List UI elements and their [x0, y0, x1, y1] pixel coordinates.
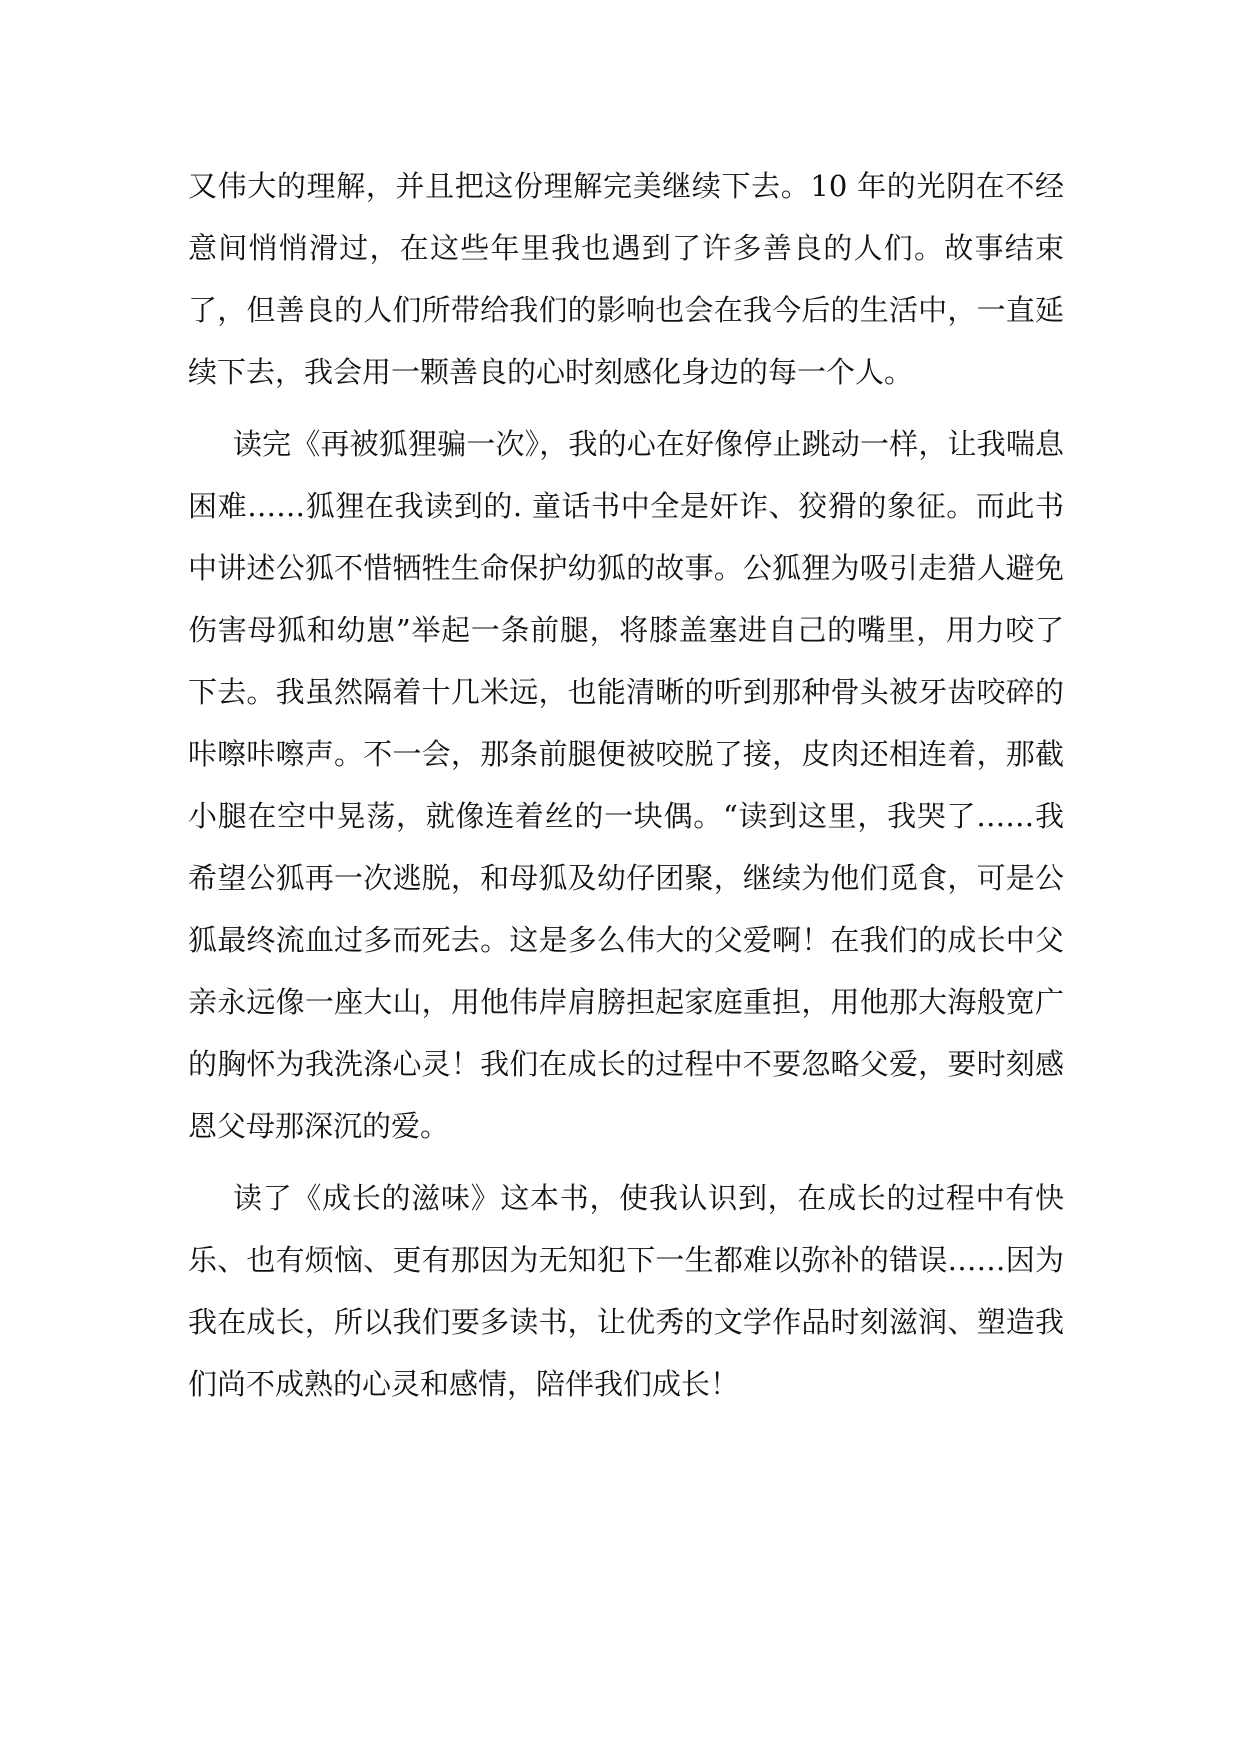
body-text — [188, 155, 1064, 1415]
paragraph-growing-up: 读了《成长的滋味》这本书，使我认识到，在成长的过程中有快乐、也有烦恼、更有那因为无知犯下一生都难以弥补的错误……因为我在成长，所以我们要多读书，让优秀的文学作品时刻滋润、塑造我们尚不成熟的心灵和感情，陪伴我们成长！ — [188, 1181, 1064, 1401]
paragraph-fox-story: 读完《再被狐狸骗一次》，我的心在好像停止跳动一样，让我喘息困难……狐狸在我读到的. 童话书中全是奸诈、狡猾的象征。而此书中讲述公狐不惜牺牲生命保护幼狐的故事。公狐狸为吸引走猎人避免伤害母狐和幼崽”举起一条前腿，将膝盖塞进自己的嘴里，用力咬了下去。我虽然隔着十几米远，也能清晰的听到那种骨头被牙齿咬碎的咔嚓咔嚓声。不一会，那条前腿便被咬脱了接，皮肉还相连着，那截小腿在空中晃荡，就像连着丝的一块偶。“读到这里，我哭了……我希望公狐再一次逃脱，和母狐及幼仔团聚，继续为他们觅食，可是公狐最终流血过多而死去。这是多么伟大的父爱啊！在我们的成长中父亲永远像一座大山，用他伟岸肩膀担起家庭重担，用他那大海般宽广的胸怀为我洗涤心灵！我们在成长的过程中不要忽略父爱，要时刻感恩父母那深沉的爱。 — [188, 427, 1064, 1143]
paragraph-continuation: 又伟大的理解，并且把这份理解完美继续下去。10 年的光阴在不经意间悄悄滑过，在这些年里我也遇到了许多善良的人们。故事结束了，但善良的人们所带给我们的影响也会在我今后的生活中，一直延续下去，我会用一颗善良的心时刻感化身边的每一个人。 — [188, 169, 1064, 389]
